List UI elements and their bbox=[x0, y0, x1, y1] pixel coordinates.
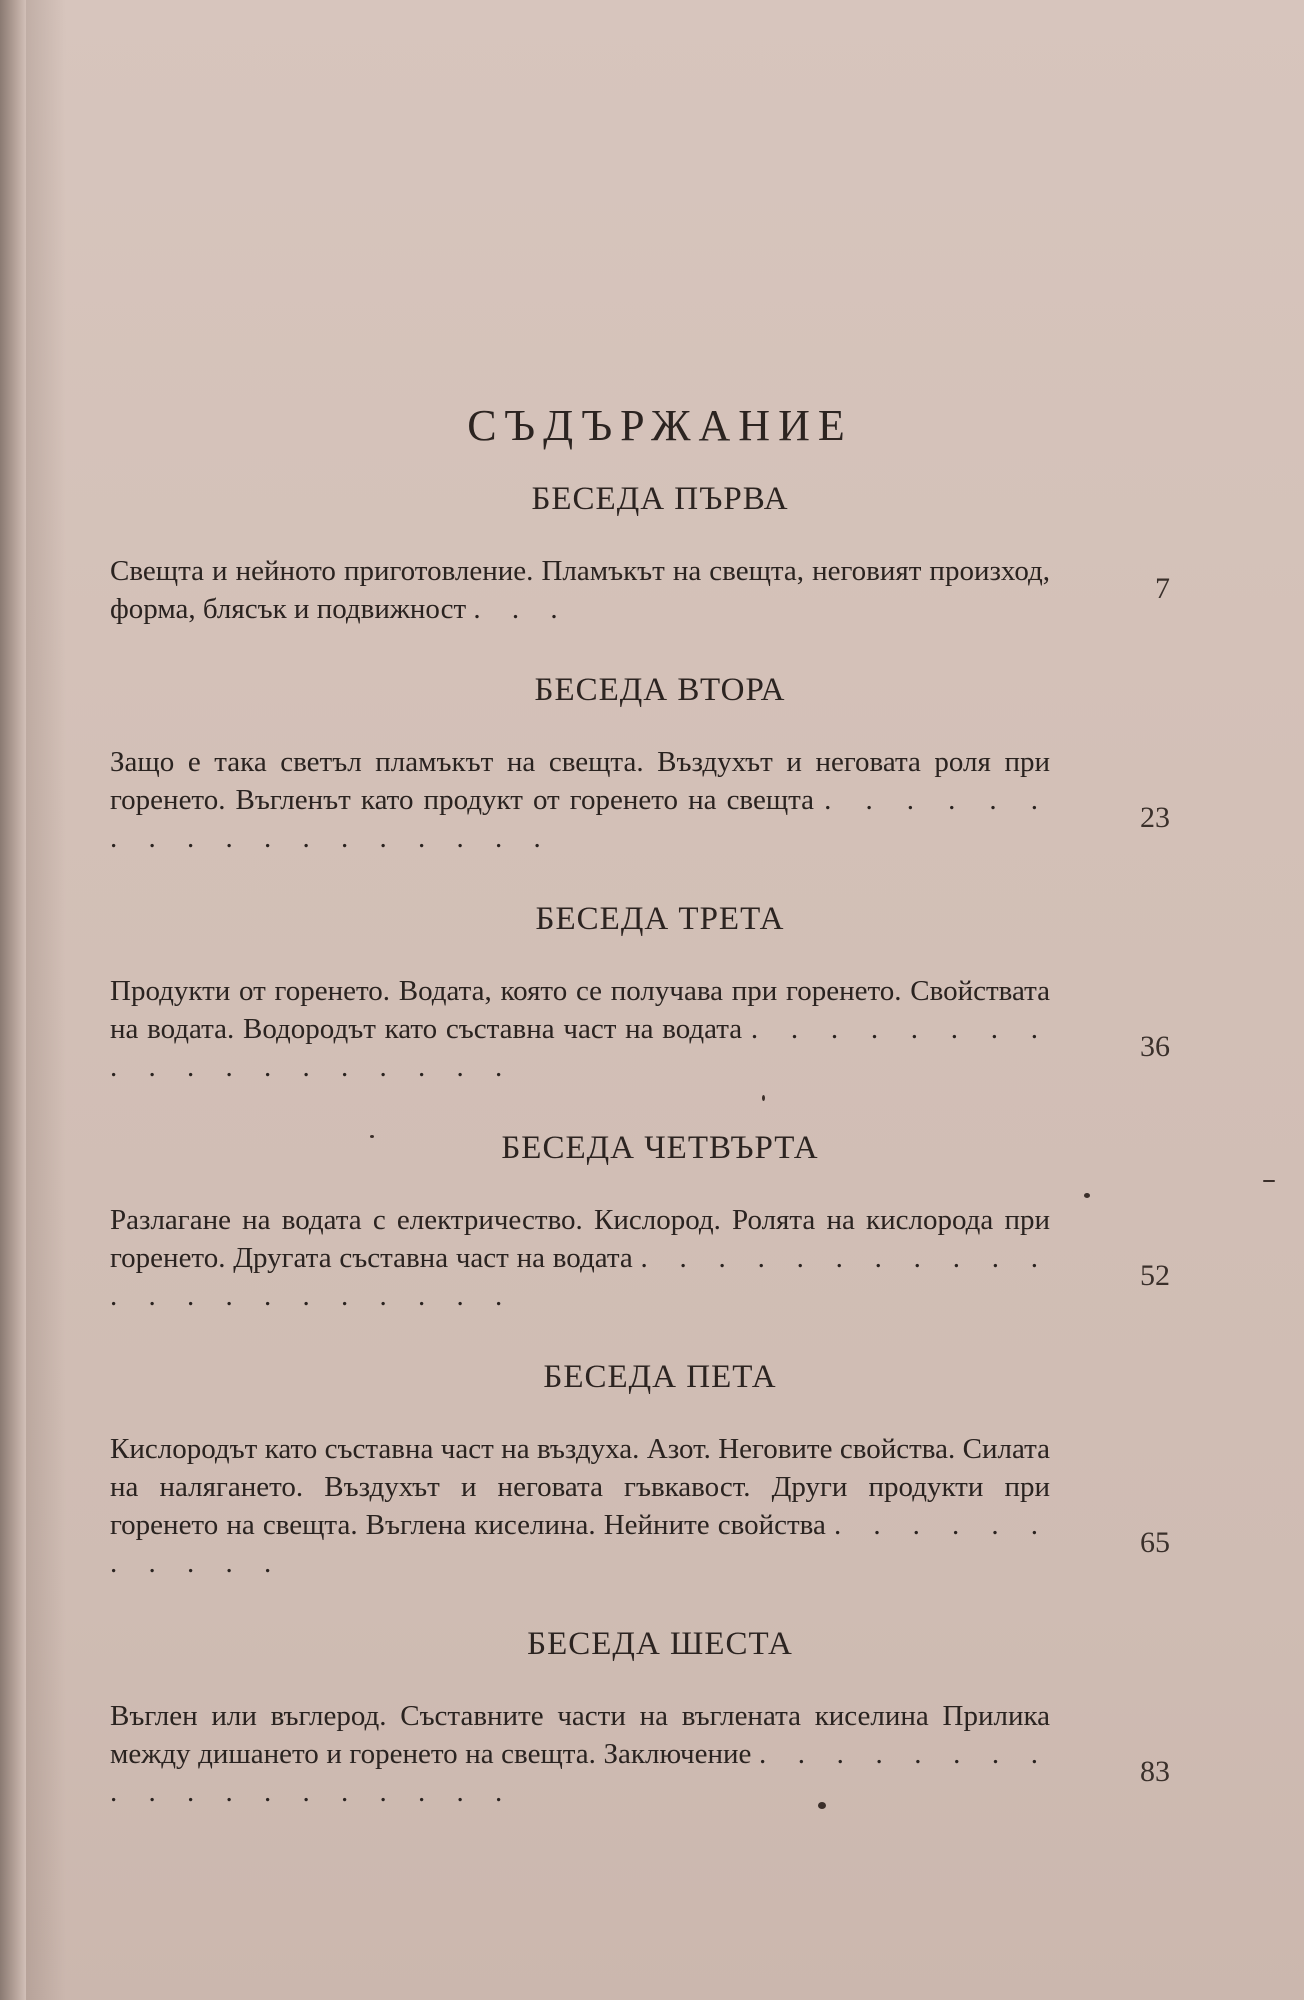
entry-description bbox=[110, 972, 1050, 1086]
leader-dots: . . . . . . . . . . . . . . . . . . . bbox=[110, 1738, 1051, 1808]
section-heading: БЕСЕДА ПЕТА bbox=[543, 1359, 777, 1395]
entry-description bbox=[110, 1697, 1050, 1811]
entry-text: Продукти от горенето. Водата, която се получава при горенето. Свойствата на водата. Водородът като съставна част на водата bbox=[110, 975, 1050, 1045]
section-heading: БЕСЕДА ЧЕТВЪРТА bbox=[501, 1130, 819, 1166]
toc-entry bbox=[110, 743, 1190, 857]
entry-text: Въглен или въглерод. Съставните части на въглената киселина Прилика между дишането и горенето на свещта. Заключение bbox=[110, 1700, 1050, 1770]
entry-description bbox=[110, 1201, 1050, 1315]
table-of-contents bbox=[110, 400, 1190, 1808]
section-heading: БЕСЕДА ТРЕТА bbox=[535, 901, 785, 937]
toc-section bbox=[110, 1359, 1190, 1582]
paper-speck bbox=[1084, 1193, 1090, 1198]
paper-speck bbox=[370, 1135, 374, 1138]
toc-section bbox=[110, 1130, 1190, 1315]
toc-entry bbox=[110, 552, 1190, 628]
page-number: 7 bbox=[1155, 572, 1170, 605]
leader-dots: . . . . . . . . . . . . . . . . . . . bbox=[110, 1013, 1051, 1083]
leader-dots: . . . . . . . . . . . . . . . . . . . . . . bbox=[110, 1242, 1051, 1312]
entry-text: Кислородът като съставна част на въздуха. Азот. Неговите свойства. Силата на налягането. Въздухът и неговата гъвкавост. Други продукти при горенето на свещта. Въглена киселина. Нейните свойства bbox=[110, 1433, 1050, 1541]
leader-dots: . . . . . . . . . . . bbox=[110, 1509, 1050, 1579]
page-number: 36 bbox=[1140, 1030, 1170, 1063]
section-heading: БЕСЕДА ПЪРВА bbox=[531, 481, 789, 517]
toc-entry bbox=[110, 1430, 1190, 1582]
page-number: 23 bbox=[1140, 801, 1170, 834]
entry-text: Защо е така светъл пламъкът на свещта. Въздухът и неговата роля при горенето. Въгленът като продукт от горенето на свещта bbox=[110, 746, 1050, 816]
leader-dots: . . . . . . . . . . . . . . . . . . bbox=[110, 784, 1051, 854]
toc-entry bbox=[110, 1697, 1190, 1811]
page-number: 52 bbox=[1140, 1259, 1170, 1292]
paper-speck bbox=[818, 1802, 826, 1809]
toc-section bbox=[110, 1626, 1190, 1811]
entry-description bbox=[110, 743, 1050, 857]
toc-section bbox=[110, 481, 1190, 628]
gutter-shadow bbox=[26, 0, 66, 2000]
entry-text: Свещта и нейното приготовление. Пламъкът на свещта, неговият произход, форма, блясък и подвижност bbox=[110, 555, 1050, 625]
section-heading: БЕСЕДА ВТОРА bbox=[534, 672, 786, 708]
book-binding bbox=[0, 0, 26, 2000]
toc-section bbox=[110, 672, 1190, 857]
toc-entry bbox=[110, 972, 1190, 1086]
paper-speck bbox=[1263, 1180, 1275, 1182]
section-heading: БЕСЕДА ШЕСТА bbox=[527, 1626, 793, 1662]
page-title: СЪДЪРЖАНИЕ bbox=[467, 401, 853, 450]
toc-section bbox=[110, 901, 1190, 1086]
entry-description bbox=[110, 1430, 1050, 1582]
entry-text: Разлагане на водата с електричество. Кислород. Ролята на кислорода при горенето. Другата съставна част на водата bbox=[110, 1204, 1050, 1274]
toc-entry bbox=[110, 1201, 1190, 1315]
paper-speck bbox=[762, 1095, 765, 1101]
leader-dots: . . . bbox=[473, 593, 570, 625]
page-number: 83 bbox=[1140, 1755, 1170, 1788]
entry-description bbox=[110, 552, 1050, 628]
page-number: 65 bbox=[1140, 1526, 1170, 1559]
